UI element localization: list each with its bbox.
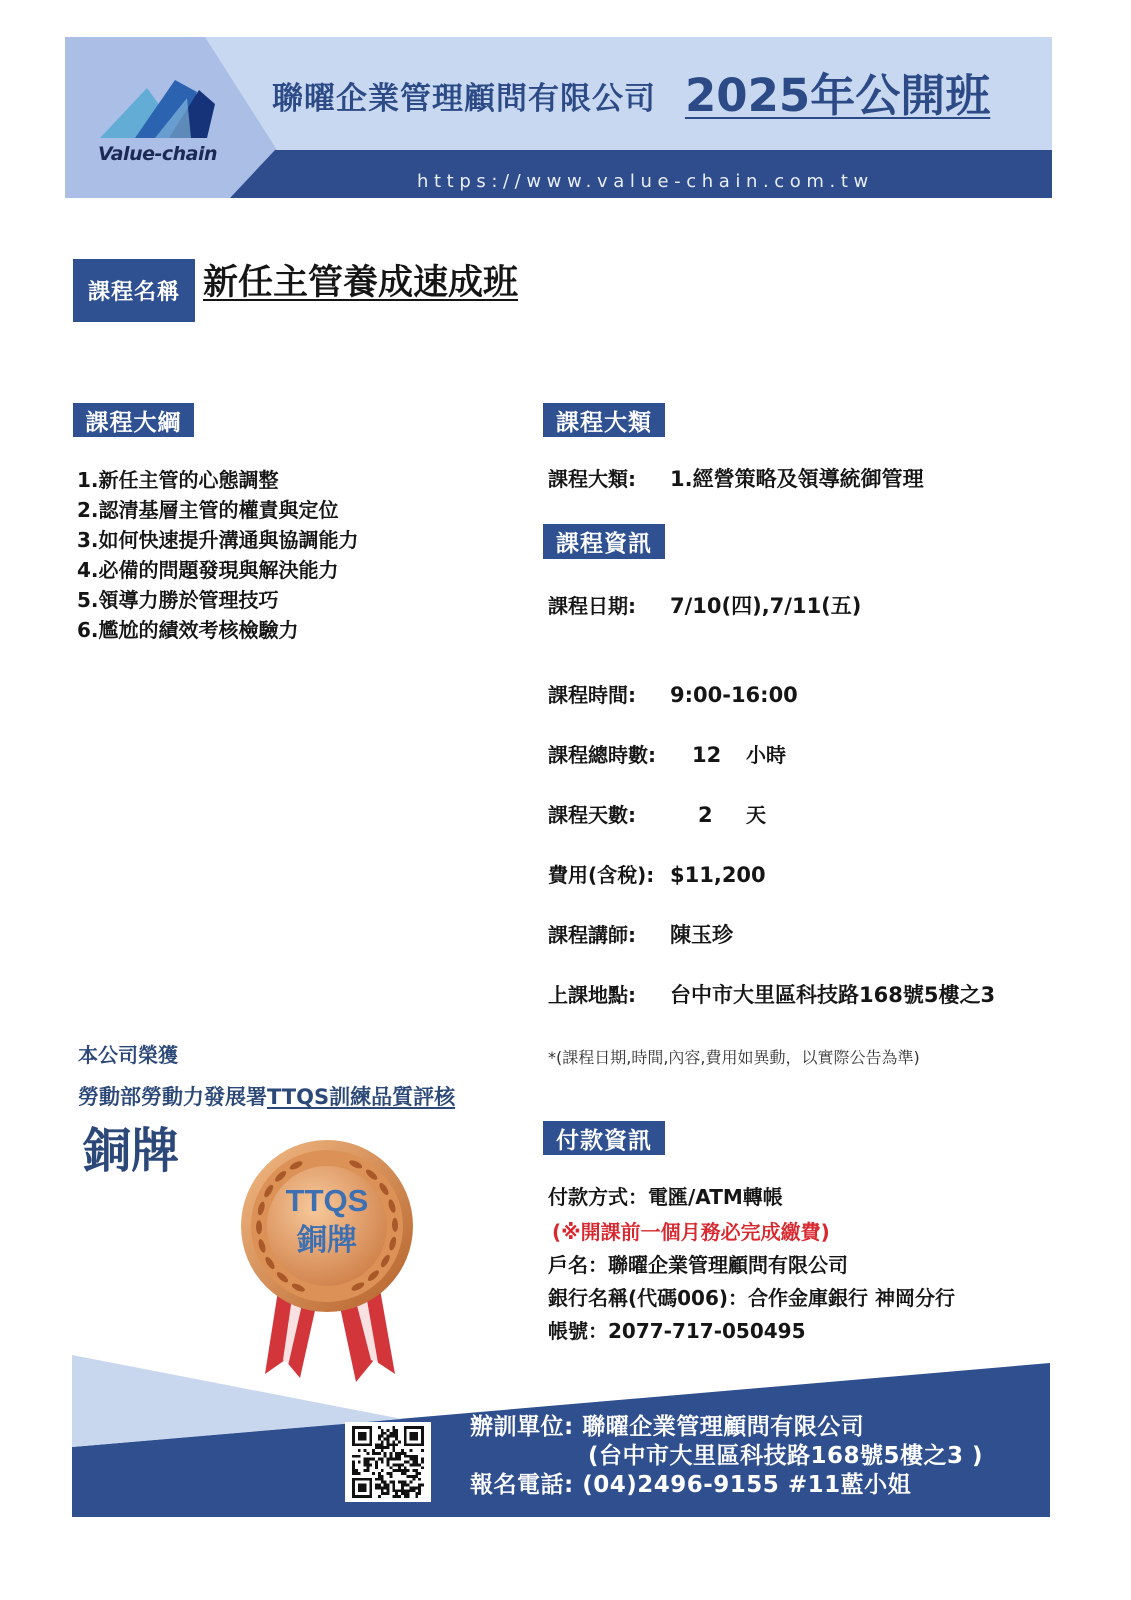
qr-module: [375, 1463, 378, 1466]
qr-module: [418, 1489, 421, 1492]
qr-module: [381, 1440, 384, 1443]
qr-module: [375, 1484, 378, 1487]
info-location-value: 台中市大里區科技路168號5樓之3: [670, 983, 996, 1007]
qr-module: [404, 1492, 407, 1495]
qr-module: [392, 1429, 395, 1432]
qr-module: [398, 1489, 401, 1492]
qr-module: [389, 1466, 392, 1469]
qr-module: [384, 1438, 387, 1441]
qr-module: [384, 1486, 387, 1489]
qr-module: [392, 1481, 395, 1484]
qr-module: [398, 1463, 401, 1466]
qr-module: [407, 1489, 410, 1492]
qr-module: [398, 1455, 401, 1458]
outline-item: 6.尷尬的績效考核檢驗力: [77, 618, 299, 642]
qr-module: [415, 1475, 418, 1478]
qr-module: [407, 1484, 410, 1487]
payment-account-name: 戶名：聯曜企業管理顧問有限公司: [548, 1253, 848, 1277]
outline-item: 5.領導力勝於管理技巧: [77, 588, 279, 612]
qr-module: [418, 1484, 421, 1487]
qr-module: [387, 1438, 390, 1441]
payment-notice: (※開課前一個月務必完成繳費): [552, 1220, 830, 1244]
qr-module: [378, 1426, 381, 1429]
qr-module: [381, 1486, 384, 1489]
footer-address: (台中市大里區科技路168號5樓之3 ): [588, 1443, 984, 1469]
qr-module: [358, 1449, 361, 1452]
qr-module: [366, 1458, 369, 1461]
qr-module: [392, 1449, 395, 1452]
info-time-label: 課程時間:: [548, 683, 636, 707]
qr-module: [389, 1472, 392, 1475]
qr-module: [404, 1495, 407, 1498]
qr-module: [415, 1463, 418, 1466]
info-date-value: 7/10(四),7/11(五): [670, 594, 862, 618]
qr-module: [421, 1484, 424, 1487]
qr-module: [381, 1461, 384, 1464]
info-days-unit: 天: [746, 803, 766, 827]
qr-module: [395, 1489, 398, 1492]
qr-module: [352, 1469, 355, 1472]
qr-module: [387, 1458, 390, 1461]
qr-module: [401, 1492, 404, 1495]
qr-module: [389, 1443, 392, 1446]
info-note: *(課程日期,時間,內容,費用如異動，以實際公告為準): [548, 1048, 920, 1067]
qr-module: [395, 1435, 398, 1438]
payment-method: 付款方式：電匯/ATM轉帳: [548, 1185, 783, 1209]
qr-module: [410, 1458, 413, 1461]
qr-module: [364, 1458, 367, 1461]
qr-module: [392, 1463, 395, 1466]
qr-module: [415, 1495, 418, 1498]
course-title: 新任主管養成速成班: [203, 263, 519, 303]
qr-module: [392, 1435, 395, 1438]
outline-item: 3.如何快速提升溝通與協調能力: [77, 528, 359, 552]
qr-module: [407, 1495, 410, 1498]
qr-module: [381, 1469, 384, 1472]
qr-module: [401, 1463, 404, 1466]
qr-module: [364, 1469, 367, 1472]
qr-module: [398, 1452, 401, 1455]
info-hours-label: 課程總時數:: [548, 743, 656, 767]
qr-module: [401, 1452, 404, 1455]
qr-module: [395, 1463, 398, 1466]
qr-module: [415, 1492, 418, 1495]
qr-module: [404, 1469, 407, 1472]
qr-module: [412, 1455, 415, 1458]
footer-phone: 報名電話: (04)2496-9155 #11藍小姐: [470, 1472, 912, 1498]
qr-module: [398, 1440, 401, 1443]
qr-module: [392, 1489, 395, 1492]
qr-module: [355, 1472, 358, 1475]
award-intro: 本公司榮獲: [78, 1043, 178, 1067]
qr-module: [384, 1446, 387, 1449]
outline-item: 1.新任主管的心態調整: [77, 468, 279, 492]
qr-module: [404, 1472, 407, 1475]
qr-module: [375, 1486, 378, 1489]
qr-module: [410, 1486, 413, 1489]
qr-module: [389, 1458, 392, 1461]
qr-module: [369, 1458, 372, 1461]
outline-list: [77, 465, 359, 645]
qr-module: [404, 1461, 407, 1464]
qr-module: [398, 1466, 401, 1469]
info-days-value: 2: [698, 803, 713, 827]
qr-module: [389, 1481, 392, 1484]
qr-module: [392, 1484, 395, 1487]
qr-module: [372, 1458, 375, 1461]
qr-module: [407, 1455, 410, 1458]
qr-module: [381, 1443, 384, 1446]
qr-module: [378, 1475, 381, 1478]
qr-module: [364, 1463, 367, 1466]
award-line-underlined: TTQS訓練品質評核: [267, 1085, 456, 1109]
qr-module: [366, 1469, 369, 1472]
qr-module: [401, 1484, 404, 1487]
qr-module: [381, 1475, 384, 1478]
qr-module: [366, 1463, 369, 1466]
medal-text-top: TTQS: [285, 1183, 369, 1218]
qr-module: [372, 1449, 375, 1452]
qr-module: [375, 1461, 378, 1464]
qr-module: [358, 1461, 361, 1464]
qr-module: [375, 1446, 378, 1449]
qr-module: [421, 1461, 424, 1464]
qr-module: [412, 1458, 415, 1461]
qr-module: [398, 1495, 401, 1498]
header-banner: [65, 37, 1052, 198]
qr-module: [389, 1435, 392, 1438]
qr-module: [375, 1452, 378, 1455]
qr-module: [387, 1472, 390, 1475]
qr-module: [395, 1458, 398, 1461]
award-line-prefix: 勞動部勞動力發展署: [78, 1085, 267, 1109]
qr-module: [355, 1469, 358, 1472]
qr-module: [418, 1463, 421, 1466]
qr-module: [395, 1469, 398, 1472]
payment-account-number: 帳號：2077-717-050495: [548, 1319, 806, 1343]
company-name: 聯曜企業管理顧問有限公司: [272, 81, 656, 117]
qr-module: [364, 1461, 367, 1464]
qr-module: [387, 1429, 390, 1432]
qr-module: [410, 1489, 413, 1492]
qr-module: [401, 1486, 404, 1489]
outline-item: 2.認清基層主管的權責與定位: [77, 498, 339, 522]
qr-module: [369, 1463, 372, 1466]
qr-module: [401, 1449, 404, 1452]
qr-module: [415, 1486, 418, 1489]
qr-module: [381, 1481, 384, 1484]
qr-module: [404, 1484, 407, 1487]
footer-organizer: 辦訓單位: 聯曜企業管理顧問有限公司: [470, 1414, 865, 1440]
qr-module: [372, 1472, 375, 1475]
qr-module: [384, 1452, 387, 1455]
qr-module: [384, 1455, 387, 1458]
qr-module: [412, 1478, 415, 1481]
qr-module: [384, 1481, 387, 1484]
qr-code: [345, 1422, 431, 1502]
qr-module: [378, 1472, 381, 1475]
qr-module: [381, 1492, 384, 1495]
qr-module: [395, 1452, 398, 1455]
qr-module: [392, 1446, 395, 1449]
qr-module: [381, 1458, 384, 1461]
qr-module: [418, 1478, 421, 1481]
qr-module: [387, 1435, 390, 1438]
qr-module: [392, 1469, 395, 1472]
qr-module: [421, 1466, 424, 1469]
qr-module: [387, 1486, 390, 1489]
qr-module: [418, 1492, 421, 1495]
qr-module: [392, 1426, 395, 1429]
qr-module: [358, 1472, 361, 1475]
qr-code-icon: [352, 1426, 424, 1498]
info-hours-unit: 小時: [746, 743, 786, 767]
qr-module: [358, 1455, 361, 1458]
qr-module: [381, 1432, 384, 1435]
qr-module: [378, 1452, 381, 1455]
category-label: 課程大類: [543, 403, 665, 437]
qr-module: [415, 1455, 418, 1458]
info-time-value: 9:00-16:00: [670, 683, 798, 707]
qr-module: [384, 1432, 387, 1435]
qr-module: [401, 1469, 404, 1472]
qr-module: [378, 1484, 381, 1487]
info-instructor-value: 陳玉珍: [670, 923, 733, 947]
qr-module: [395, 1429, 398, 1432]
qr-module: [355, 1455, 358, 1458]
qr-module: [375, 1443, 378, 1446]
qr-module: [389, 1452, 392, 1455]
qr-module: [392, 1440, 395, 1443]
qr-module: [412, 1461, 415, 1464]
qr-module: [389, 1455, 392, 1458]
qr-module: [395, 1455, 398, 1458]
qr-module: [375, 1478, 378, 1481]
qr-module: [364, 1449, 367, 1452]
award-level: 銅牌: [83, 1123, 180, 1179]
qr-module: [421, 1458, 424, 1461]
qr-module: [412, 1489, 415, 1492]
qr-module: [412, 1469, 415, 1472]
qr-module: [401, 1489, 404, 1492]
category-value: 1.經營策略及領導統御管理: [670, 467, 924, 491]
qr-module: [381, 1435, 384, 1438]
qr-module: [412, 1486, 415, 1489]
value-chain-logo-icon: [95, 78, 220, 140]
qr-module: [395, 1432, 398, 1435]
qr-module: [381, 1446, 384, 1449]
qr-module: [375, 1466, 378, 1469]
info-fee-label: 費用(含稅):: [548, 863, 655, 887]
qr-module: [392, 1495, 395, 1498]
qr-module: [387, 1446, 390, 1449]
qr-module: [407, 1469, 410, 1472]
qr-module: [395, 1492, 398, 1495]
qr-module: [387, 1461, 390, 1464]
info-label: 課程資訊: [543, 524, 665, 559]
medal-text-bottom: 銅牌: [297, 1223, 357, 1258]
qr-module: [352, 1461, 355, 1464]
outline-label: 課程大綱: [73, 403, 194, 437]
qr-module: [389, 1432, 392, 1435]
logo-text: Value-chain: [98, 143, 218, 165]
qr-module: [412, 1475, 415, 1478]
qr-module: [415, 1461, 418, 1464]
qr-module: [407, 1492, 410, 1495]
qr-module: [401, 1481, 404, 1484]
qr-module: [392, 1432, 395, 1435]
qr-module: [352, 1455, 355, 1458]
qr-module: [401, 1472, 404, 1475]
qr-module: [378, 1446, 381, 1449]
qr-module: [418, 1472, 421, 1475]
qr-module: [384, 1484, 387, 1487]
qr-module: [378, 1435, 381, 1438]
qr-module: [404, 1481, 407, 1484]
qr-module: [392, 1486, 395, 1489]
info-hours-value: 12: [692, 743, 722, 767]
qr-module: [404, 1489, 407, 1492]
qr-module: [398, 1469, 401, 1472]
qr-module: [381, 1478, 384, 1481]
info-date-label: 課程日期:: [548, 594, 636, 618]
qr-module: [366, 1461, 369, 1464]
qr-module: [410, 1463, 413, 1466]
outline-item: 4.必備的問題發現與解決能力: [77, 558, 339, 582]
qr-module: [398, 1481, 401, 1484]
payment-label: 付款資訊: [543, 1121, 665, 1155]
qr-module: [410, 1481, 413, 1484]
qr-module: [378, 1486, 381, 1489]
award-line: [78, 1085, 455, 1110]
qr-module: [404, 1455, 407, 1458]
year-title: 2025年公開班: [685, 69, 991, 122]
qr-module: [352, 1472, 355, 1475]
info-days-label: 課程天數:: [548, 803, 636, 827]
qr-module: [372, 1452, 375, 1455]
qr-module: [378, 1458, 381, 1461]
qr-module: [410, 1475, 413, 1478]
qr-module: [392, 1443, 395, 1446]
qr-module: [381, 1449, 384, 1452]
qr-module: [378, 1478, 381, 1481]
qr-module: [404, 1452, 407, 1455]
qr-module: [421, 1449, 424, 1452]
qr-module: [381, 1429, 384, 1432]
info-fee-value: $11,200: [670, 863, 766, 887]
payment-bank: 銀行名稱(代碼006)：合作金庫銀行 神岡分行: [548, 1286, 955, 1310]
qr-module: [415, 1469, 418, 1472]
qr-module: [407, 1461, 410, 1464]
qr-module: [378, 1443, 381, 1446]
qr-module: [418, 1486, 421, 1489]
qr-module: [387, 1440, 390, 1443]
qr-module: [387, 1484, 390, 1487]
qr-module: [352, 1463, 355, 1466]
category-field-label: 課程大類:: [548, 467, 636, 491]
qr-module: [412, 1463, 415, 1466]
qr-module: [410, 1449, 413, 1452]
qr-module: [387, 1492, 390, 1495]
qr-module: [410, 1455, 413, 1458]
qr-module: [389, 1475, 392, 1478]
qr-module: [404, 1466, 407, 1469]
qr-module: [395, 1443, 398, 1446]
qr-module: [395, 1438, 398, 1441]
qr-module: [352, 1466, 355, 1469]
qr-module: [387, 1489, 390, 1492]
qr-module: [378, 1438, 381, 1441]
info-instructor-label: 課程講師:: [548, 923, 636, 947]
website-url: https://www.value-chain.com.tw: [417, 171, 874, 192]
qr-module: [366, 1452, 369, 1455]
qr-module: [381, 1489, 384, 1492]
info-location-label: 上課地點:: [548, 983, 636, 1007]
qr-module: [378, 1495, 381, 1498]
qr-module: [407, 1475, 410, 1478]
qr-module: [415, 1472, 418, 1475]
qr-module: [387, 1463, 390, 1466]
qr-module: [398, 1458, 401, 1461]
qr-module: [415, 1458, 418, 1461]
ttqs-bronze-medal-icon: [238, 1138, 418, 1388]
qr-module: [395, 1495, 398, 1498]
qr-module: [366, 1466, 369, 1469]
qr-module: [384, 1492, 387, 1495]
course-name-label: 課程名稱: [73, 259, 195, 322]
qr-module: [387, 1443, 390, 1446]
qr-module: [392, 1458, 395, 1461]
